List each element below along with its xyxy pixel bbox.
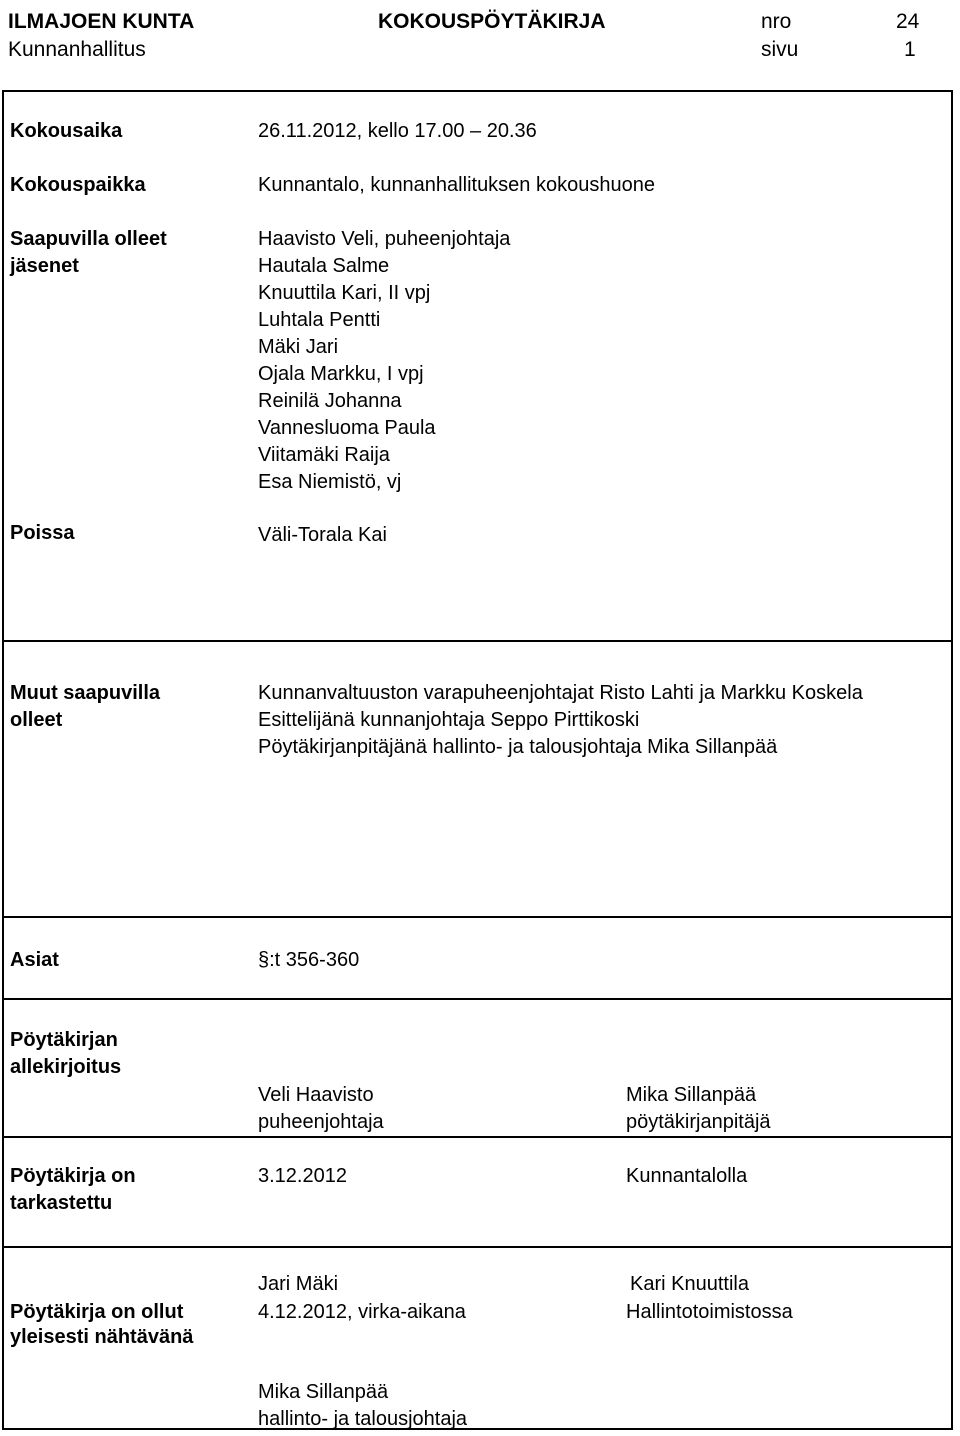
nro-label: nro [761, 10, 792, 33]
meeting-place-value: Kunnantalo, kunnanhallituksen kokoushuone [258, 174, 655, 196]
body-name: Kunnanhallitus [8, 38, 146, 61]
doc-type: KOKOUSPÖYTÄKIRJA [378, 10, 606, 33]
public-label-line2: yleisesti nähtävänä [10, 1326, 194, 1348]
matters-value: §:t 356-360 [258, 949, 360, 971]
matters-label: Asiat [10, 949, 59, 971]
divider-matters [2, 916, 953, 918]
public-place: Hallintotoimistossa [626, 1301, 793, 1323]
meeting-time-label: Kokousaika [10, 120, 123, 142]
signing-label-line2: allekirjoitus [10, 1056, 122, 1078]
org-name: ILMAJOEN KUNTA [8, 10, 195, 33]
signer1-name: Veli Haavisto [258, 1084, 374, 1106]
divider-public [2, 1246, 953, 1248]
absent-value: Väli-Torala Kai [258, 524, 387, 546]
signer1-role: puheenjohtaja [258, 1111, 384, 1133]
certifier-name: Mika Sillanpää [258, 1381, 389, 1403]
present-label-line1: Saapuvilla olleet [10, 228, 167, 250]
present-member: Vannesluoma Paula [258, 417, 436, 439]
signer2-role: pöytäkirjanpitäjä [626, 1111, 771, 1133]
present-member: Haavisto Veli, puheenjohtaja [258, 228, 511, 250]
present-member: Viitamäki Raija [258, 444, 390, 466]
others-line: Pöytäkirjanpitäjänä hallinto- ja talousjohtaja Mika Sillanpää [258, 736, 778, 758]
inspector2-name: Kari Knuuttila [630, 1273, 749, 1295]
public-date: 4.12.2012, virka-aikana [258, 1301, 466, 1323]
inspected-label-line2: tarkastettu [10, 1192, 113, 1214]
absent-label: Poissa [10, 522, 75, 544]
others-line: Kunnanvaltuuston varapuheenjohtajat Risto Lahti ja Markku Koskela [258, 682, 863, 704]
meeting-time-value: 26.11.2012, kello 17.00 – 20.36 [258, 120, 537, 142]
inspected-place: Kunnantalolla [626, 1165, 748, 1187]
present-member: Luhtala Pentti [258, 309, 381, 331]
sivu-value: 1 [904, 38, 916, 61]
sivu-label: sivu [761, 38, 799, 61]
present-member: Knuuttila Kari, II vpj [258, 282, 431, 304]
present-member: Esa Niemistö, vj [258, 471, 402, 493]
divider-inspected [2, 1136, 953, 1138]
inspected-label-line1: Pöytäkirja on [10, 1165, 136, 1187]
public-label-line1: Pöytäkirja on ollut [10, 1301, 184, 1323]
certifier-title: hallinto- ja talousjohtaja [258, 1408, 468, 1430]
others-label-line1: Muut saapuvilla [10, 682, 161, 704]
signing-label-line1: Pöytäkirjan [10, 1029, 118, 1051]
meeting-place-label: Kokouspaikka [10, 174, 146, 196]
signer2-name: Mika Sillanpää [626, 1084, 757, 1106]
inspector1-name: Jari Mäki [258, 1273, 339, 1295]
present-member: Hautala Salme [258, 255, 390, 277]
present-member: Mäki Jari [258, 336, 339, 358]
nro-value: 24 [896, 10, 920, 33]
others-line: Esittelijänä kunnanjohtaja Seppo Pirttikoski [258, 709, 640, 731]
divider-others [2, 640, 953, 642]
present-label-line2: jäsenet [10, 255, 79, 277]
present-member: Reinilä Johanna [258, 390, 402, 412]
inspected-date: 3.12.2012 [258, 1165, 347, 1187]
divider-signing [2, 998, 953, 1000]
present-member: Ojala Markku, I vpj [258, 363, 424, 385]
others-label-line2: olleet [10, 709, 63, 731]
